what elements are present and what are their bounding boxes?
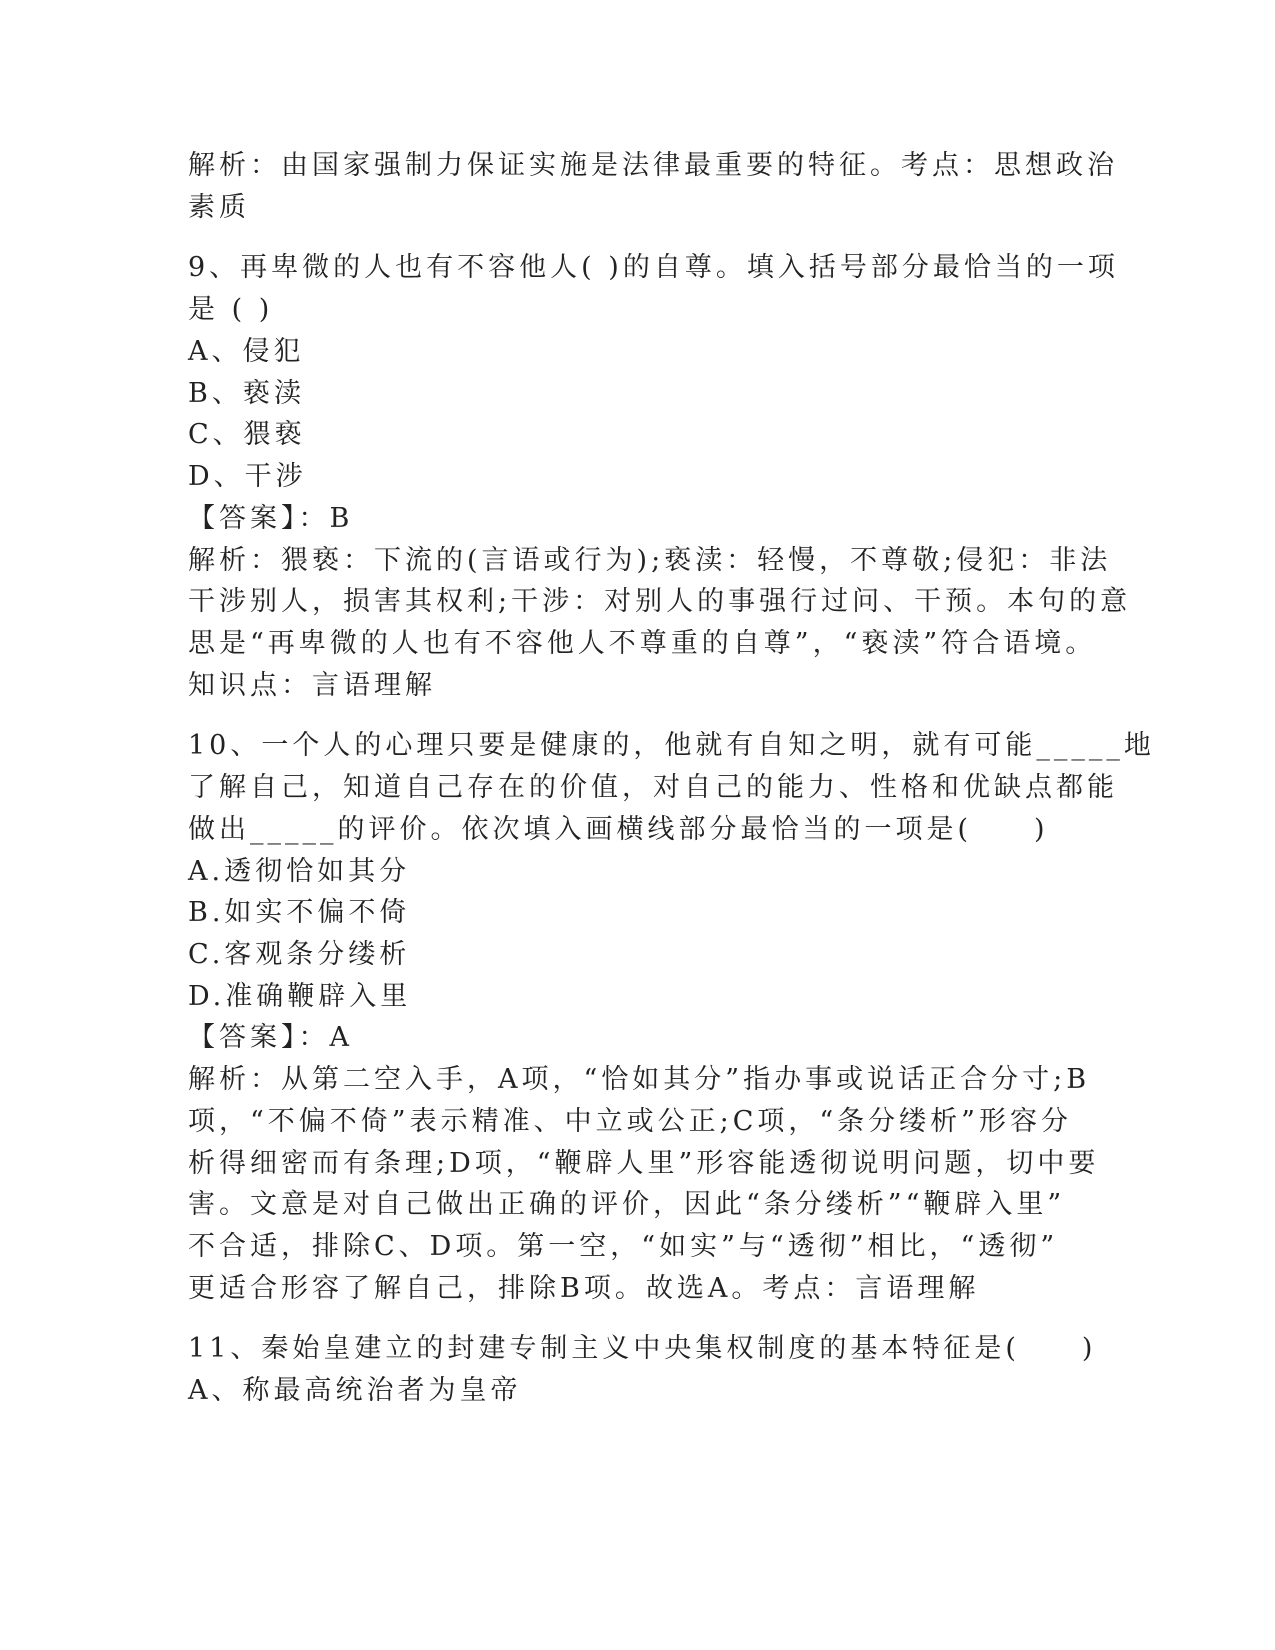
question-stem-line: 了解自己，知道自己存在的价值，对自己的能力、性格和优缺点都能 <box>188 772 1118 803</box>
answer-line: 【答案】：A <box>188 1022 353 1053</box>
question-stem-line: 做出_____的评价。依次填入画横线部分最恰当的一项是( ) <box>188 814 1049 845</box>
question-stem-line: 是 ( ) <box>188 294 274 325</box>
option-b: B.如实不偏不倚 <box>188 897 411 928</box>
analysis-line: 解析：由国家强制力保证实施是法律最重要的特征。考点：思想政治 <box>188 150 1118 181</box>
analysis-line: 干涉别人，损害其权利;干涉：对别人的事强行过问、干预。本句的意 <box>188 586 1132 617</box>
option-a: A.透彻恰如其分 <box>188 856 411 887</box>
analysis-line: 更适合形容了解自己，排除B项。故选A。考点：言语理解 <box>188 1273 980 1304</box>
analysis-line: 害。文意是对自己做出正确的评价，因此“条分缕析”“鞭辟入里” <box>188 1189 1066 1220</box>
option-d: D、干涉 <box>188 461 307 492</box>
option-c: C、猥亵 <box>188 419 306 450</box>
analysis-line: 不合适，排除C、D项。第一空，“如实”与“透彻”相比，“透彻” <box>188 1231 1059 1262</box>
option-a: A、称最高统治者为皇帝 <box>188 1375 522 1406</box>
question-stem-line: 9、再卑微的人也有不容他人( )的自尊。填入括号部分最恰当的一项 <box>188 252 1119 283</box>
question-stem-line: 10、一个人的心理只要是健康的，他就有自知之明，就有可能_____地 <box>188 730 1155 761</box>
option-b: B、亵渎 <box>188 378 305 409</box>
answer-line: 【答案】：B <box>188 503 354 534</box>
question-stem-line: 11、秦始皇建立的封建专制主义中央集权制度的基本特征是( ) <box>188 1333 1097 1364</box>
analysis-line: 素质 <box>188 192 250 223</box>
analysis-line: 知识点：言语理解 <box>188 670 436 701</box>
analysis-line: 解析：猥亵：下流的(言语或行为);亵渎：轻慢，不尊敬;侵犯：非法 <box>188 545 1112 576</box>
analysis-line: 解析：从第二空入手，A项，“恰如其分”指办事或说话正合分寸;B <box>188 1064 1091 1095</box>
analysis-line: 项，“不偏不倚”表示精准、中立或公正;C项，“条分缕析”形容分 <box>188 1106 1072 1137</box>
analysis-line: 思是“再卑微的人也有不容他人不尊重的自尊”，“亵渎”符合语境。 <box>188 628 1097 659</box>
option-a: A、侵犯 <box>188 336 305 367</box>
analysis-line: 析得细密而有条理;D项，“鞭辟人里”形容能透彻说明问题，切中要 <box>188 1148 1100 1179</box>
option-c: C.客观条分缕析 <box>188 939 411 970</box>
option-d: D.准确鞭辟入里 <box>188 981 412 1012</box>
